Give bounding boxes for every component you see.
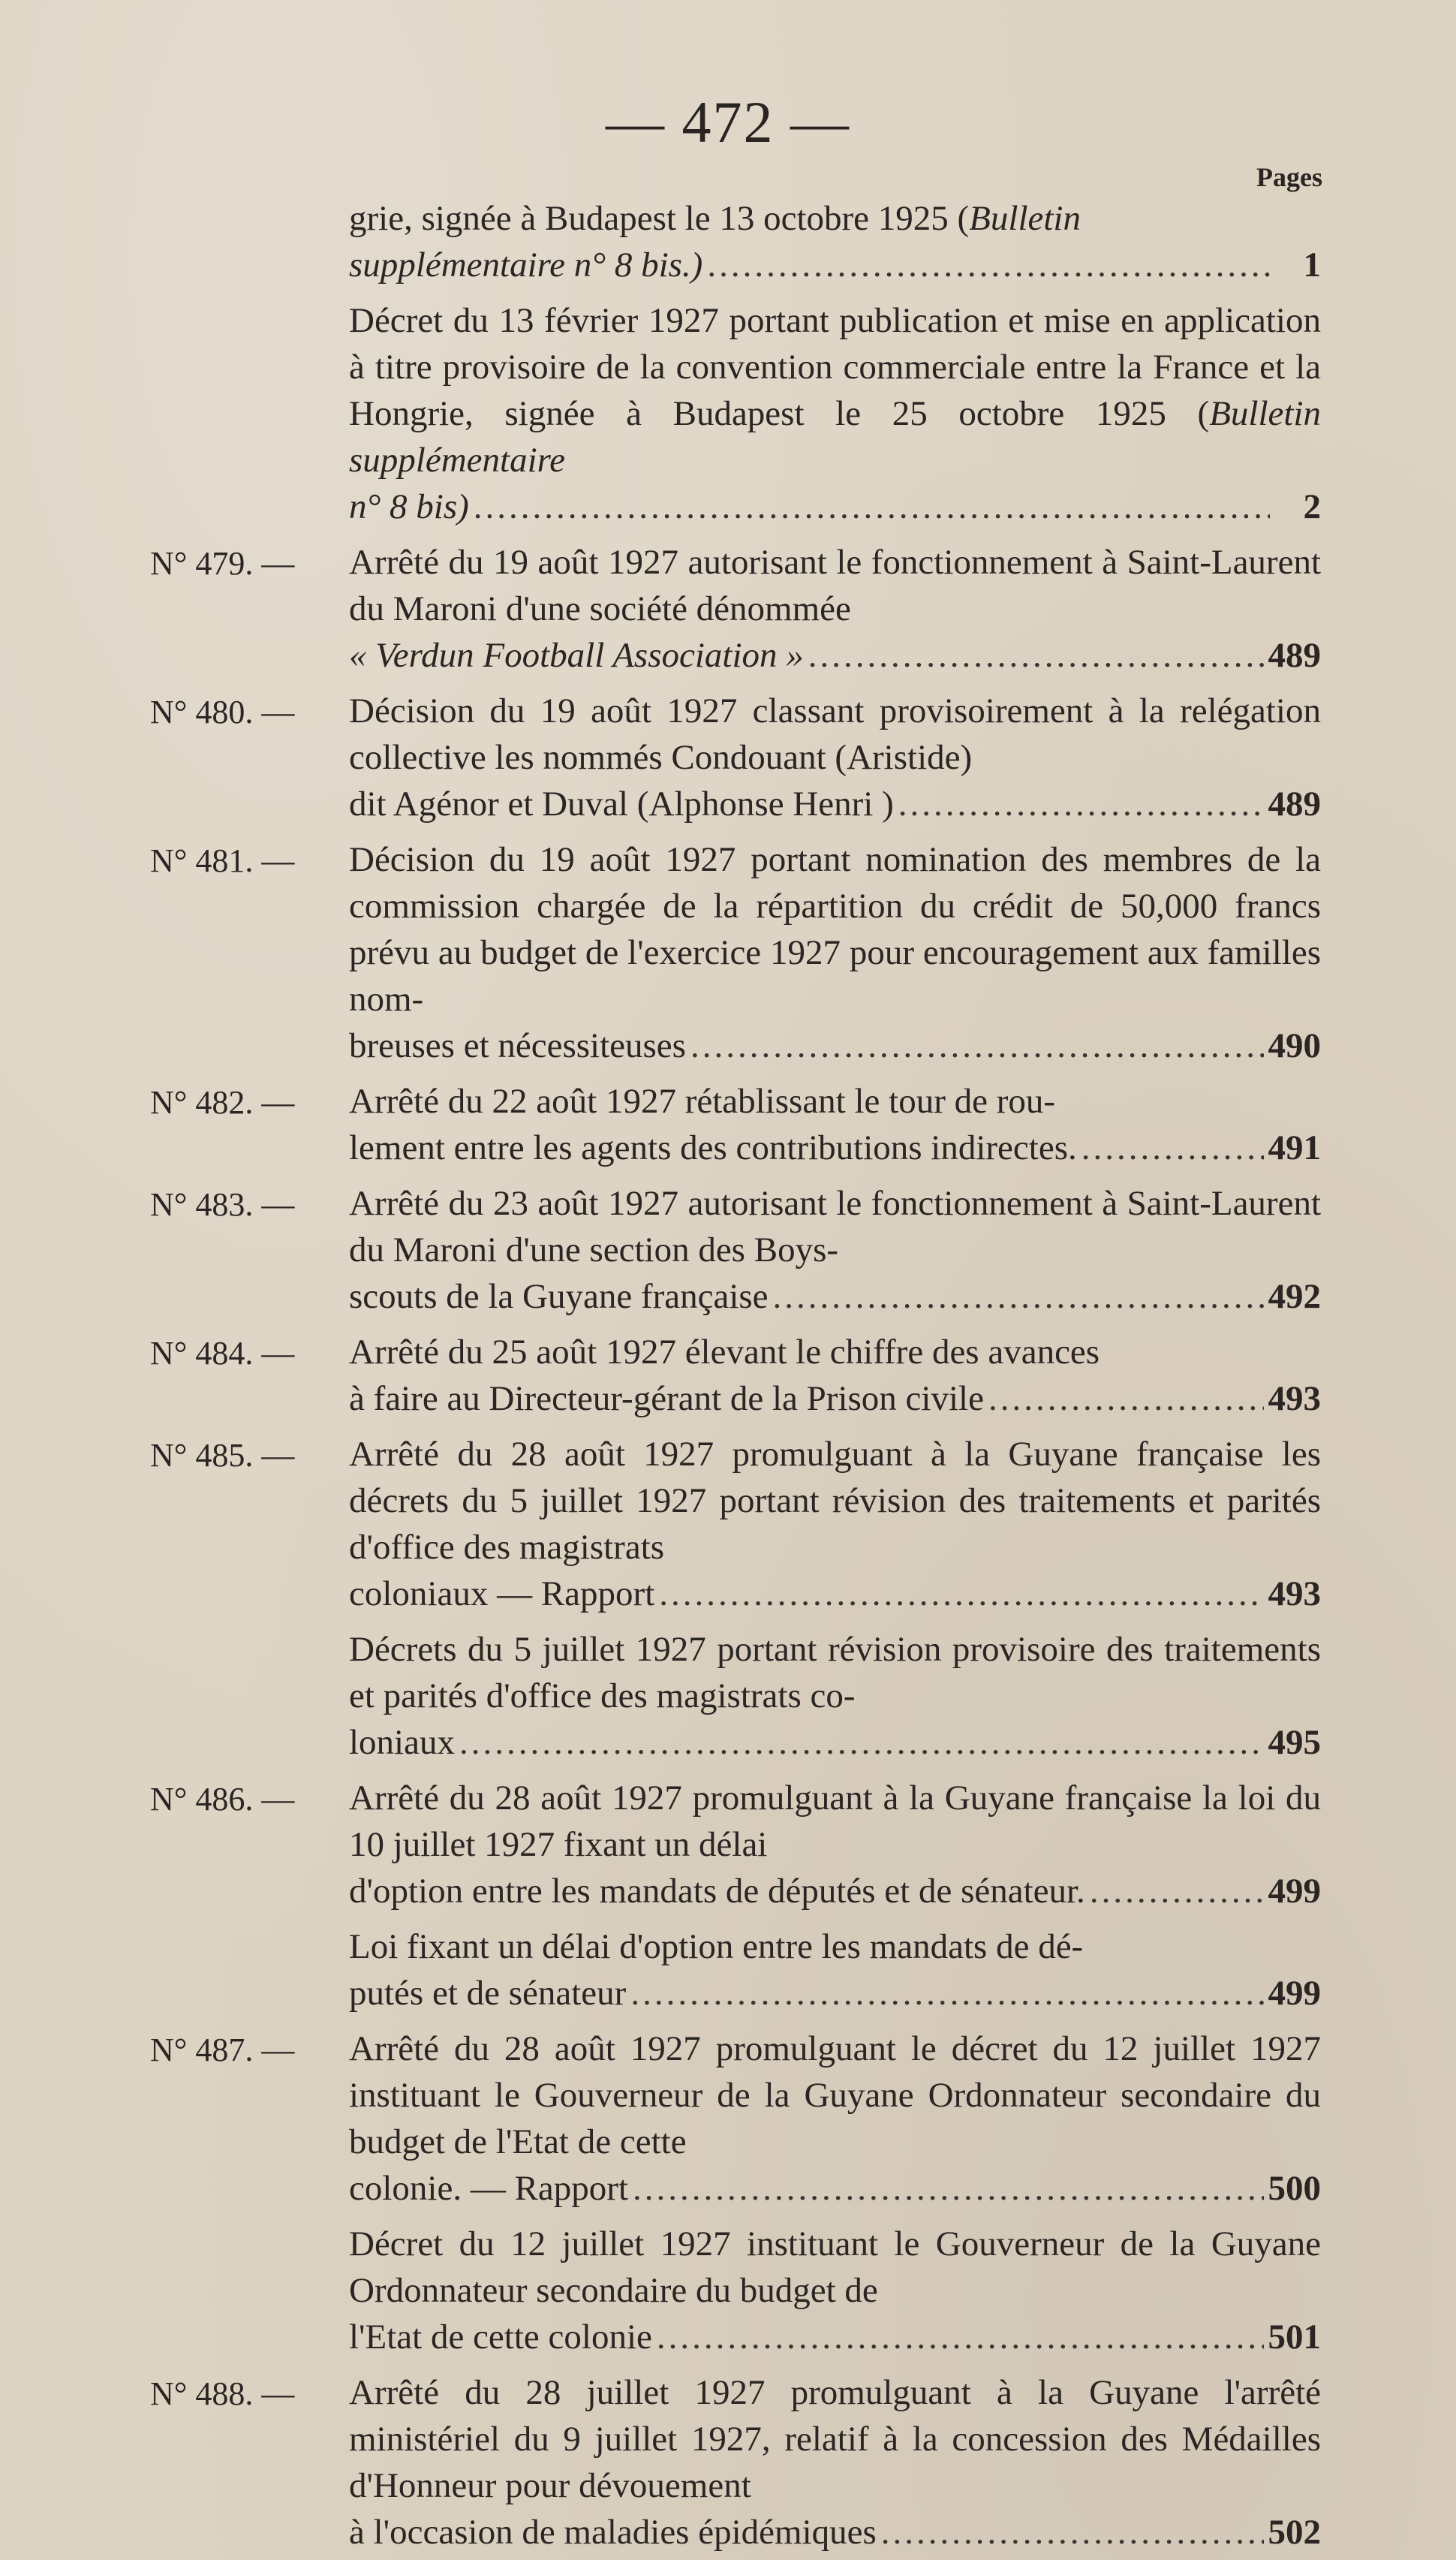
entry-text: Arrêté du 25 août 1927 élevant le chiffre des avances [349, 1333, 1100, 1372]
toc-entry [150, 1775, 1321, 2016]
entry-body [349, 2025, 1321, 2360]
leader-dots [690, 1022, 1264, 1069]
leader-dots [459, 1719, 1264, 1766]
entry-last-line [349, 1868, 1321, 1914]
leader-dots [630, 1970, 1263, 2016]
entry-last-text: loniaux [349, 1723, 455, 1762]
entry-last-line [349, 1125, 1321, 1171]
entry-last-text: à faire au Directeur-gérant de la Prison civile [349, 1379, 984, 1418]
entry-last-line [349, 1375, 1321, 1422]
entry-paragraph [349, 1180, 1321, 1320]
entry-last-line [349, 2165, 1321, 2212]
entry-paragraph [349, 195, 1321, 288]
leader-dots [773, 1273, 1264, 1320]
page-number: — 472 — [606, 89, 850, 155]
entry-italic-text: Bulletin supplémentaire [349, 394, 1321, 480]
entry-last-line [349, 2314, 1321, 2360]
page-reference: 489 [1268, 785, 1321, 824]
pages-column-label: Pages [1256, 162, 1322, 192]
entry-paragraph [349, 2369, 1321, 2555]
page-reference: 489 [1268, 636, 1321, 675]
entry-paragraph [349, 836, 1321, 1069]
entry-number: N° 484. — [150, 1335, 295, 1372]
page-reference: 499 [1268, 1872, 1321, 1911]
entry-body [349, 1180, 1321, 1320]
leader-dots [474, 483, 1270, 530]
table-of-contents [150, 195, 1321, 2555]
page-reference: 493 [1268, 1379, 1321, 1418]
entry-body [349, 195, 1321, 530]
entry-paragraph [349, 2025, 1321, 2212]
entry-number: N° 485. — [150, 1437, 295, 1474]
entry-last-line [349, 1970, 1321, 2016]
entry-last-line [349, 781, 1321, 827]
page-reference: 490 [1268, 1026, 1321, 1065]
entry-last-text: n° 8 bis) [349, 487, 469, 526]
page-reference: 501 [1268, 2318, 1321, 2357]
entry-body [349, 1431, 1321, 1766]
entry-body [349, 1775, 1321, 2016]
page-reference: 2 [1303, 487, 1321, 526]
entry-text: grie, signée à Budapest le 13 octobre 1925 ( [349, 199, 970, 238]
leader-dots [808, 632, 1264, 679]
entry-text: Décret du 13 février 1927 portant publication et mise en application à titre provisoire de la convention commerciale entre la France et la Hongrie, signée à Budapest le 25 octobre 1925 ( [349, 301, 1321, 433]
entry-last-text: supplémentaire n° 8 bis.) [349, 245, 703, 285]
entry-body [349, 1329, 1321, 1422]
page-reference: 502 [1268, 2513, 1321, 2552]
entry-number: N° 481. — [150, 842, 295, 879]
page-reference: 492 [1268, 1277, 1321, 1316]
leader-dots [659, 1571, 1263, 1617]
entry-number: N° 480. — [150, 694, 295, 730]
entry-last-text: d'option entre les mandats de députés et de sénateur. [349, 1872, 1085, 1911]
leader-dots [988, 1375, 1264, 1422]
toc-entry [150, 1329, 1321, 1422]
entry-text: Arrêté du 23 août 1927 autorisant le fonctionnement à Saint-Laurent du Maroni d'une section des Boys- [349, 1184, 1321, 1269]
leader-dots [1081, 1125, 1264, 1171]
entry-last-text: colonie. — Rapport [349, 2169, 629, 2208]
entry-paragraph [349, 1329, 1321, 1422]
entry-text: Arrêté du 28 août 1927 promulguant à la Guyane française la loi du 10 juillet 1927 fixant un délai [349, 1778, 1321, 1864]
toc-entry [150, 2369, 1321, 2555]
page-reference: 500 [1268, 2169, 1321, 2208]
entry-last-line [349, 483, 1321, 530]
entry-paragraph [349, 1078, 1321, 1171]
leader-dots [881, 2509, 1264, 2555]
entry-text: Décrets du 5 juillet 1927 portant révision provisoire des traitements et parités d'office des magistrats co- [349, 1630, 1321, 1715]
page-reference: 495 [1268, 1723, 1321, 1762]
entry-number: N° 479. — [150, 545, 295, 582]
entry-number: N° 487. — [150, 2031, 295, 2068]
page-reference: 491 [1268, 1128, 1321, 1167]
entry-number: N° 488. — [150, 2375, 295, 2412]
entry-last-line [349, 1571, 1321, 1617]
leader-dots [707, 242, 1270, 288]
entry-text: Décret du 12 juillet 1927 instituant le Gouverneur de la Guyane Ordonnateur secondaire du budget de [349, 2224, 1321, 2310]
entry-paragraph [349, 1431, 1321, 1617]
entry-number: N° 486. — [150, 1781, 295, 1818]
page-reference: 499 [1268, 1974, 1321, 2013]
entry-last-text: scouts de la Guyane française [349, 1277, 769, 1316]
entry-last-text: putés et de sénateur [349, 1974, 627, 2013]
toc-entry [150, 1180, 1321, 1320]
entry-last-line [349, 632, 1321, 679]
entry-last-line [349, 242, 1321, 288]
toc-entry [150, 688, 1321, 827]
entry-text: Arrêté du 28 juillet 1927 promulguant à la Guyane l'arrêté ministériel du 9 juillet 1927, relatif à la concession des Médailles d'Honneur pour dévouement [349, 2373, 1321, 2505]
entry-last-line [349, 1273, 1321, 1320]
leader-dots [657, 2314, 1264, 2360]
entry-body [349, 539, 1321, 679]
entry-number [150, 195, 349, 530]
entry-paragraph [349, 297, 1321, 530]
entry-paragraph [349, 2221, 1321, 2360]
entry-body [349, 836, 1321, 1069]
entry-last-line [349, 2509, 1321, 2555]
entry-last-line [349, 1719, 1321, 1766]
entry-paragraph [349, 688, 1321, 827]
entry-last-text: coloniaux — Rapport [349, 1574, 655, 1613]
page-reference: 493 [1268, 1574, 1321, 1613]
entry-last-text: dit Agénor et Duval (Alphonse Henri ) [349, 785, 894, 824]
entry-text: Arrêté du 28 août 1927 promulguant le décret du 12 juillet 1927 instituant le Gouverneur de la Guyane Ordonnateur secondaire du budget de l'Etat de cette [349, 2029, 1321, 2161]
entry-body [349, 688, 1321, 827]
entry-body [349, 1078, 1321, 1171]
entry-text: Arrêté du 22 août 1927 rétablissant le tour de rou- [349, 1082, 1056, 1121]
toc-entry [150, 1431, 1321, 1766]
entry-last-text: « Verdun Football Association » [349, 636, 804, 675]
entry-paragraph [349, 1626, 1321, 1766]
toc-entry [150, 539, 1321, 679]
entry-text: Arrêté du 19 août 1927 autorisant le fonctionnement à Saint-Laurent du Maroni d'une société dénommée [349, 543, 1321, 628]
entry-paragraph [349, 539, 1321, 679]
entry-text: Décision du 19 août 1927 portant nomination des membres de la commission chargée de la répartition du crédit de 50,000 francs prévu au budget de l'exercice 1927 pour encouragement aux familles nom- [349, 840, 1321, 1019]
entry-paragraph [349, 1775, 1321, 1914]
leader-dots [898, 781, 1264, 827]
leader-dots [1090, 1868, 1264, 1914]
entry-text: Loi fixant un délai d'option entre les mandats de dé- [349, 1927, 1084, 1966]
entry-last-text: breuses et nécessiteuses [349, 1026, 686, 1065]
entry-last-text: à l'occasion de maladies épidémiques [349, 2513, 877, 2552]
entry-number: N° 482. — [150, 1084, 295, 1121]
entry-number: N° 483. — [150, 1186, 295, 1223]
entry-paragraph [349, 1923, 1321, 2016]
toc-entry [150, 836, 1321, 1069]
entry-text: Arrêté du 28 août 1927 promulguant à la Guyane française les décrets du 5 juillet 1927 portant révision des traitements et parités d'office des magistrats [349, 1435, 1321, 1567]
entry-last-text: l'Etat de cette colonie [349, 2318, 652, 2357]
entry-last-line [349, 1022, 1321, 1069]
entry-italic-text: Bulletin [969, 199, 1081, 238]
page-reference: 1 [1303, 245, 1321, 285]
entry-body [349, 2369, 1321, 2555]
entry-text: Décision du 19 août 1927 classant provisoirement à la relégation collective les nommés Condouant (Aristide) [349, 691, 1321, 777]
leader-dots [633, 2165, 1263, 2212]
toc-entry [150, 195, 1321, 530]
toc-entry [150, 2025, 1321, 2360]
toc-entry [150, 1078, 1321, 1171]
entry-last-text: lement entre les agents des contributions indirectes. [349, 1128, 1077, 1167]
